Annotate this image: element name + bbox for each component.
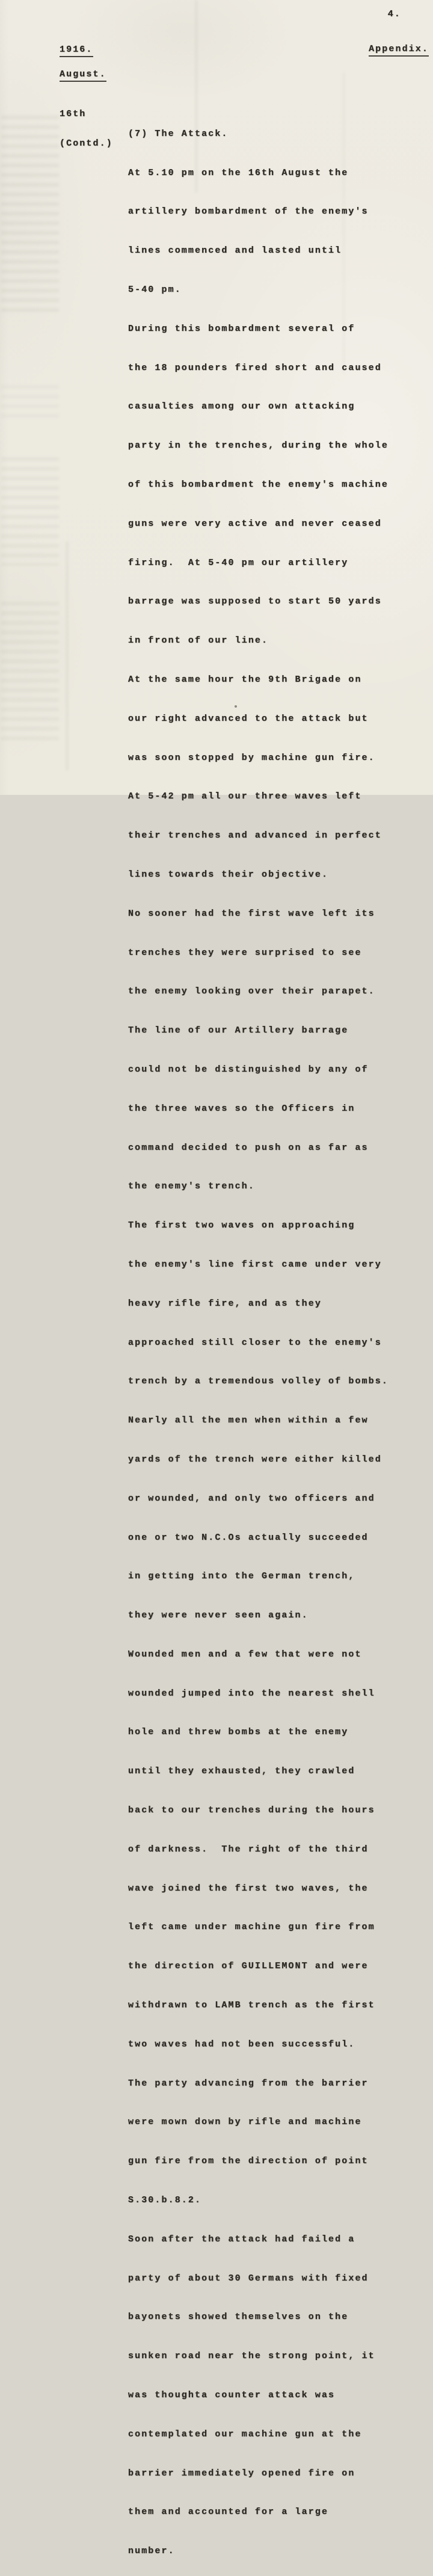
margin-date-contd: (Contd.) xyxy=(60,138,113,149)
body-text-line: number. xyxy=(128,2546,175,2557)
body-text-line: At 5-42 pm all our three waves left xyxy=(128,791,362,802)
body-text-line: of this bombardment the enemy's machine xyxy=(128,479,388,490)
body-text-line: Nearly all the men when within a few xyxy=(128,1415,369,1426)
body-text-line: firing. At 5-40 pm our artillery xyxy=(128,557,349,568)
body-text-line: the enemy's line first came under very xyxy=(128,1259,382,1270)
body-text-line: bayonets showed themselves on the xyxy=(128,2312,349,2323)
body-text-line: the 18 pounders fired short and caused xyxy=(128,362,382,373)
body-text-line: were mown down by rifle and machine xyxy=(128,2117,362,2128)
bleed-through-smudge xyxy=(1,116,59,314)
month-heading: August. xyxy=(60,69,106,82)
body-text-line: was soon stopped by machine gun fire. xyxy=(128,752,375,763)
body-text-line: During this bombardment several of xyxy=(128,323,355,334)
body-text-line: wounded jumped into the nearest shell xyxy=(128,1688,375,1699)
body-text-line: guns were very active and never ceased xyxy=(128,518,382,529)
bleed-through-smudge xyxy=(1,602,59,740)
body-text-line: gun fire from the direction of point xyxy=(128,2156,369,2167)
body-text-line: party of about 30 Germans with fixed xyxy=(128,2273,369,2284)
body-text-line: The line of our Artillery barrage xyxy=(128,1025,349,1036)
body-text-line: two waves had not been successful. xyxy=(128,2039,355,2049)
body-text-line: barrier immediately opened fire on xyxy=(128,2468,355,2479)
margin-date-day: 16th xyxy=(60,109,87,120)
diary-entry-text xyxy=(128,90,411,2576)
appendix-heading: Appendix. xyxy=(369,44,429,57)
body-text-line: The party advancing from the barrier xyxy=(128,2078,369,2089)
body-text-line: in front of our line. xyxy=(128,635,269,646)
body-text-line: their trenches and advanced in perfect xyxy=(128,830,382,841)
body-text-line: the enemy's trench. xyxy=(128,1181,255,1192)
body-text-line: the three waves so the Officers in xyxy=(128,1103,355,1114)
body-text-line: or wounded, and only two officers and xyxy=(128,1493,375,1504)
body-text-line: contemplated our machine gun at the xyxy=(128,2429,362,2439)
body-text-line: them and accounted for a large xyxy=(128,2507,329,2518)
margin-date-note xyxy=(60,90,113,168)
body-text-line: At 5.10 pm on the 16th August the xyxy=(128,167,349,178)
body-text-line: our right advanced to the attack but xyxy=(128,713,369,724)
body-text-line: withdrawn to LAMB trench as the first xyxy=(128,2000,375,2011)
body-text-line: the enemy looking over their parapet. xyxy=(128,986,375,997)
body-text-line: casualties among our own attacking xyxy=(128,401,355,412)
body-text-line: lines towards their objective. xyxy=(128,869,329,880)
body-text-line: Wounded men and a few that were not xyxy=(128,1649,362,1660)
body-text-line: heavy rifle fire, and as they xyxy=(128,1298,322,1309)
paper-crease xyxy=(66,542,68,770)
body-text-line: trenches they were surprised to see xyxy=(128,947,362,958)
year-heading: 1916. xyxy=(60,45,93,57)
body-text-line: until they exhausted, they crawled xyxy=(128,1766,355,1777)
body-text-line: barrage was supposed to start 50 yards xyxy=(128,596,382,607)
ink-speck xyxy=(235,705,237,708)
body-text-line: back to our trenches during the hours xyxy=(128,1805,375,1816)
body-text-line: was thoughta counter attack was xyxy=(128,2390,336,2401)
body-text-line: in getting into the German trench, xyxy=(128,1571,355,1582)
body-text-line: yards of the trench were either killed xyxy=(128,1454,382,1465)
body-text-line: S.30.b.8.2. xyxy=(128,2195,202,2206)
body-text-line: sunken road near the strong point, it xyxy=(128,2351,375,2362)
body-text-line: party in the trenches, during the whole xyxy=(128,440,388,451)
body-text-line: could not be distinguished by any of xyxy=(128,1064,369,1075)
body-text-line: trench by a tremendous volley of bombs. xyxy=(128,1376,388,1387)
body-text-line: the direction of GUILLEMONT and were xyxy=(128,1961,369,1972)
body-text-line: No sooner had the first wave left its xyxy=(128,908,375,919)
body-text-line: 5-40 pm. xyxy=(128,285,182,295)
body-text-line: wave joined the first two waves, the xyxy=(128,1883,369,1894)
body-text-line: The first two waves on approaching xyxy=(128,1220,355,1231)
body-text-line: one or two N.C.Os actually succeeded xyxy=(128,1532,369,1543)
body-text-line: left came under machine gun fire from xyxy=(128,1922,375,1933)
body-text-line: of darkness. The right of the third xyxy=(128,1844,369,1855)
body-text-line: command decided to push on as far as xyxy=(128,1142,369,1153)
body-text-line: they were never seen again. xyxy=(128,1610,309,1621)
bleed-through-smudge xyxy=(1,385,59,421)
body-text-line: Soon after the attack had failed a xyxy=(128,2234,355,2244)
body-text-line: lines commenced and lasted until xyxy=(128,246,342,256)
body-text-line: (7) The Attack. xyxy=(128,128,229,139)
body-text-line: hole and threw bombs at the enemy xyxy=(128,1727,349,1738)
bleed-through-smudge xyxy=(1,457,59,566)
body-text-line: approached still closer to the enemy's xyxy=(128,1337,382,1348)
body-text-line: At the same hour the 9th Brigade on xyxy=(128,674,362,685)
page-number: 4. xyxy=(387,9,401,19)
body-text-line: artillery bombardment of the enemy's xyxy=(128,206,369,217)
